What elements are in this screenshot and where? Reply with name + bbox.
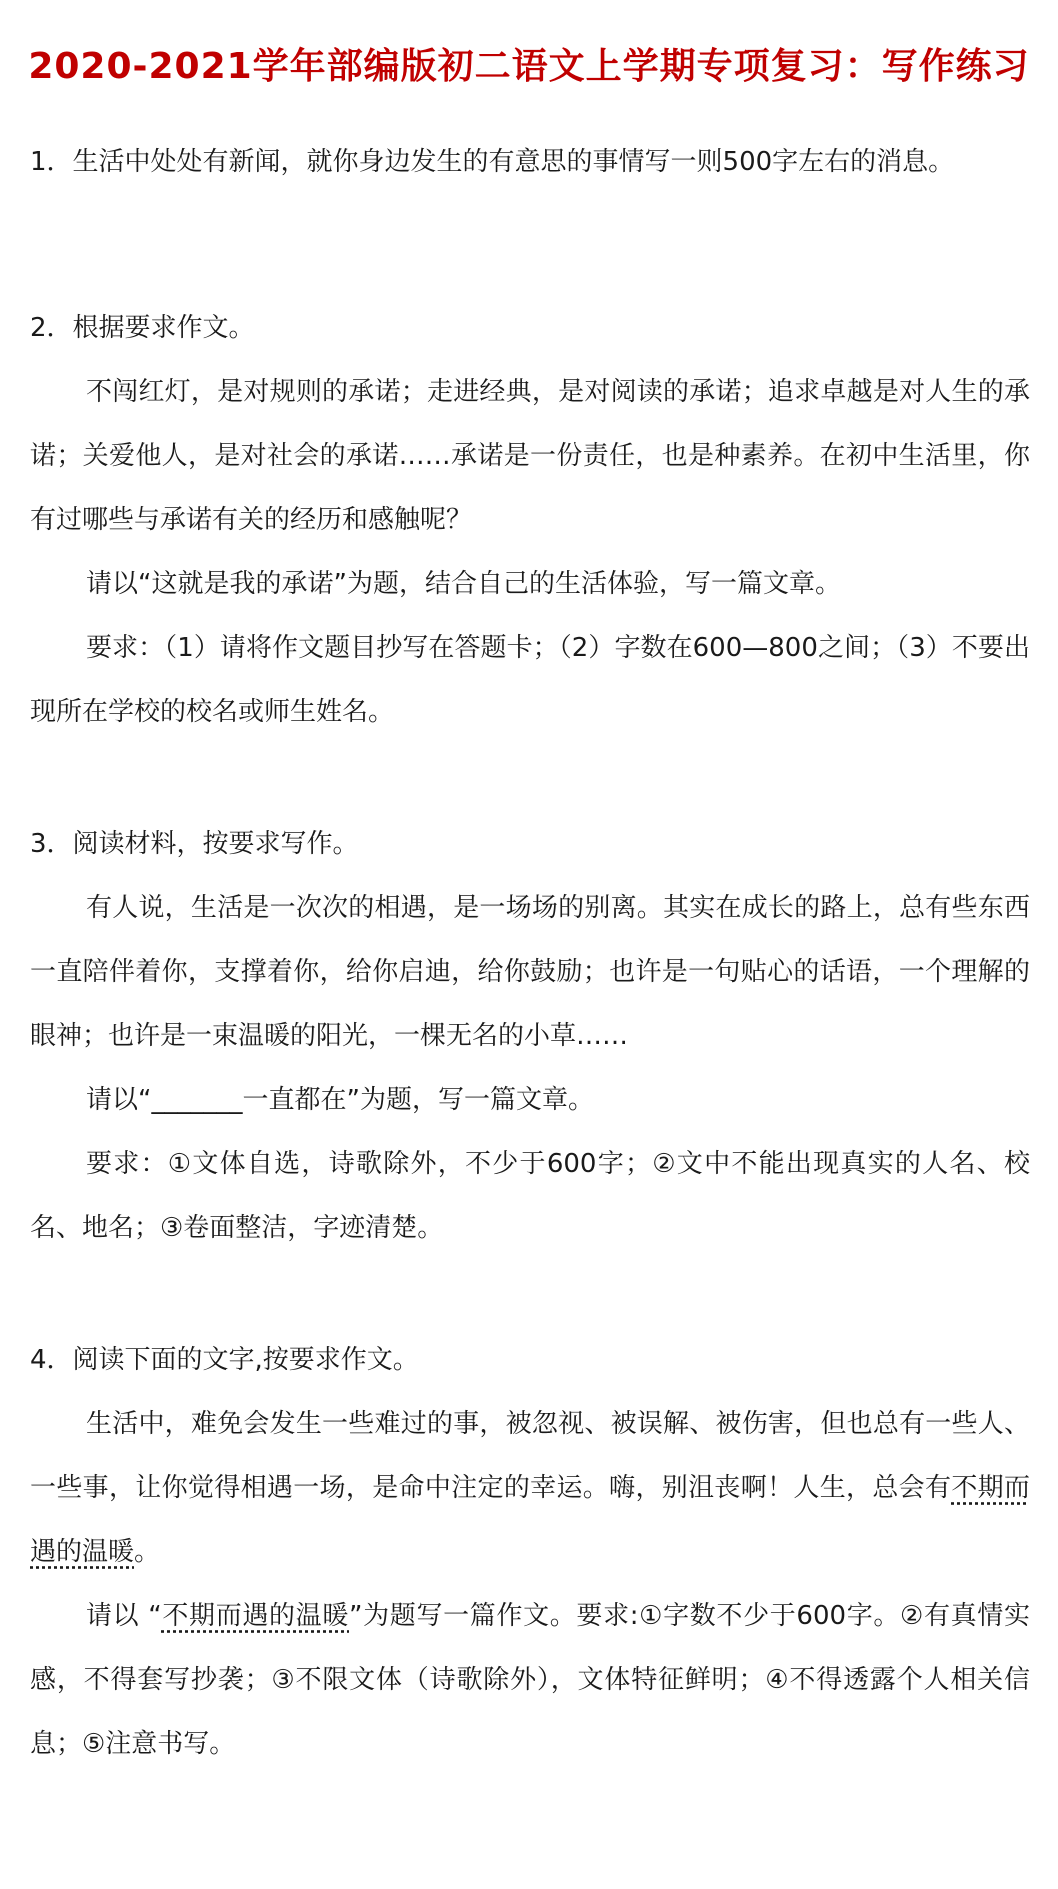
question-3-requirements: 要求：①文体自选，诗歌除外，不少于600字；②文中不能出现真实的人名、校名、地名；③卷面整洁，字迹清楚。 xyxy=(30,1149,1030,1243)
page-title: 2020-2021学年部编版初二语文上学期专项复习：写作练习 xyxy=(28,46,1030,87)
question-2-requirements: 要求：（1）请将作文题目抄写在答题卡；（2）字数在600—800之间；（3）不要出现所在学校的校名或师生姓名。 xyxy=(30,633,1030,727)
emphasized-phrase: 不期而遇的温暖 xyxy=(30,1473,1030,1567)
question-1-text: 1．生活中处处有新闻，就你身边发生的有意思的事情写一则500字左右的消息。 xyxy=(30,147,955,177)
prompt-start: 请以 “ xyxy=(86,1601,162,1631)
question-2 xyxy=(30,308,1030,744)
material-end: 。 xyxy=(134,1537,161,1567)
question-3-material: 有人说，生活是一次次的相遇，是一场场的别离。其实在成长的路上，总有些东西一直陪伴着你，支撑着你，给你启迪，给你鼓励；也许是一句贴心的话语，一个理解的眼神；也许是一束温暖的阳光，一棵无名的小草…… xyxy=(30,893,1030,1051)
essay-title-phrase: 不期而遇的温暖 xyxy=(161,1601,349,1631)
question-4-prompt xyxy=(30,1584,1030,1776)
prompt-requirements: ”为题写一篇作文。要求:①字数不少于600字。②有真情实感，不得套写抄袭；③不限文体（诗歌除外），文体特征鲜明；④不得透露个人相关信息；⑤注意书写。 xyxy=(30,1601,1030,1759)
question-2-material: 不闯红灯，是对规则的承诺；走进经典，是对阅读的承诺；追求卓越是对人生的承诺；关爱他人，是对社会的承诺……承诺是一份责任，也是种素养。在初中生活里，你有过哪些与承诺有关的经历和感触呢？ xyxy=(30,377,1030,535)
question-4 xyxy=(30,1340,1030,1776)
question-4-heading: 4．阅读下面的文字,按要求作文。 xyxy=(30,1345,419,1375)
question-2-heading: 2．根据要求作文。 xyxy=(30,313,255,343)
question-2-prompt: 请以“这就是我的承诺”为题，结合自己的生活体验，写一篇文章。 xyxy=(86,569,841,599)
question-1 xyxy=(30,142,1030,182)
question-3-heading: 3．阅读材料，按要求写作。 xyxy=(30,829,359,859)
question-3-prompt: 请以“_______一直都在”为题，写一篇文章。 xyxy=(86,1085,594,1115)
question-3 xyxy=(30,824,1030,1260)
question-4-material xyxy=(30,1392,1030,1584)
material-text: 生活中，难免会发生一些难过的事，被忽视、被误解、被伤害，但也总有一些人、一些事，让你觉得相遇一场，是命中注定的幸运。嗨，别沮丧啊！人生，总会有 xyxy=(30,1409,1030,1503)
